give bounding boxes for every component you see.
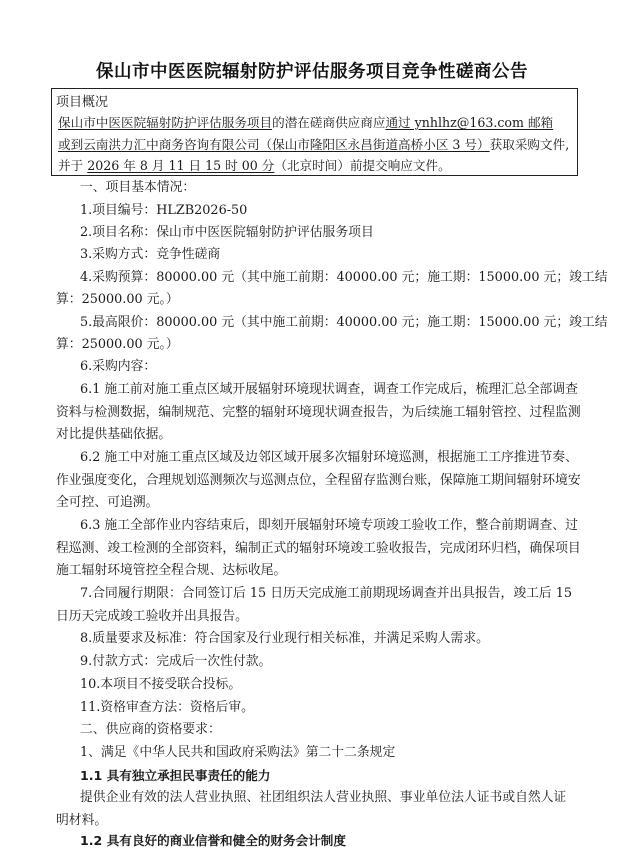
body-line: 6.2 施工中对施工重点区域及边邻区域开展多次辐射环境巡测，根据施工工序推进节奏、 (80, 450, 578, 465)
overview-heading: 项目概况 (56, 95, 109, 110)
project-overview-box (51, 88, 578, 176)
body-line: 8.质量要求及标准：符合国家及行业现行相关标准，并满足采购人需求。 (80, 631, 489, 646)
body-line: 施工辐射环境管控全程合规、达标收尾。 (56, 563, 287, 578)
body-line: 程巡测、竣工检测的全部资料，编制正式的辐射环境竣工验收报告，完成闭环归档，确保项目 (56, 541, 581, 556)
body-line: 2.项目名称：保山市中医医院辐射防护评估服务项目 (80, 225, 374, 240)
body-line: 算：25000.00 元。） (56, 292, 179, 307)
subsection-heading: 1.2 具有良好的商业信誉和健全的财务会计制度 (80, 833, 346, 848)
body-line: 对比提供基础依据。 (56, 427, 172, 442)
body-line: 1.项目编号：HLZB2026-50 (80, 203, 248, 218)
body-line: 作业强度变化，合理规划巡测频次与巡测点位，全程留存监测台账，保障施工期间辐射环境安 (56, 473, 581, 488)
page-title: 保山市中医医院辐射防护评估服务项目竞争性磋商公告 (96, 62, 528, 82)
body-line: 1、满足《中华人民共和国政府采购法》第二十二条规定 (80, 745, 396, 760)
overview-line-1: 保山市中医医院辐射防护评估服务项目的潜在磋商供应商应通过 ynhlhz@163.com 邮箱 (58, 115, 554, 130)
body-line: 7.合同履行期限：合同签订后 15 日历天完成施工前期现场调查并出具报告，竣工后 15 (80, 586, 573, 601)
body-line: 11.资格审查方法：资格后审。 (80, 700, 254, 715)
overview-line-3: 并于 2026 年 8 月 11 日 15 时 00 分（北京时间）前提交响应文件。 (58, 158, 451, 173)
body-line: 10.本项目不接受联合投标。 (80, 677, 242, 692)
body-line: 全可控、可追溯。 (56, 495, 159, 510)
body-line: 4.采购预算：80000.00 元（其中施工前期：40000.00 元；施工期：15000.00 元；竣工结 (80, 270, 608, 285)
section-heading-basic-info: 一、项目基本情况： (80, 180, 196, 195)
body-line: 算：25000.00 元。） (56, 337, 179, 352)
body-line: 明材料。 (56, 813, 108, 828)
body-line: 9.付款方式：完成后一次性付款。 (80, 654, 272, 669)
subsection-heading: 1.1 具有独立承担民事责任的能力 (80, 768, 271, 783)
body-line: 6.3 施工全部作业内容结束后，即刻开展辐射环境专项竣工验收工作，整合前期调查、过 (80, 518, 578, 533)
body-line: 5.最高限价：80000.00 元（其中施工前期：40000.00 元；施工期：15000.00 元；竣工结 (80, 315, 608, 330)
body-line: 日历天完成竣工验收并出具报告。 (56, 609, 248, 624)
body-line: 资料与检测数据，编制规范、完整的辐射环境现状调查报告，为后续施工辐射管控、过程监测 (56, 405, 581, 420)
body-line: 提供企业有效的法人营业执照、社团组织法人营业执照、事业单位法人证书或自然人证 (80, 790, 567, 805)
body-line: 3.采购方式：竞争性磋商 (80, 247, 221, 262)
section-heading-qualification: 二、供应商的资格要求： (80, 722, 221, 737)
overview-line-2: 或到云南洪力汇中商务咨询有限公司（保山市隆阳区永昌街道高桥小区 3 号）获取采购文件, (58, 137, 570, 152)
body-line: 6.采购内容： (80, 359, 157, 374)
body-line: 6.1 施工前对施工重点区域开展辐射环境现状调查，调查工作完成后，梳理汇总全部调查 (80, 382, 578, 397)
